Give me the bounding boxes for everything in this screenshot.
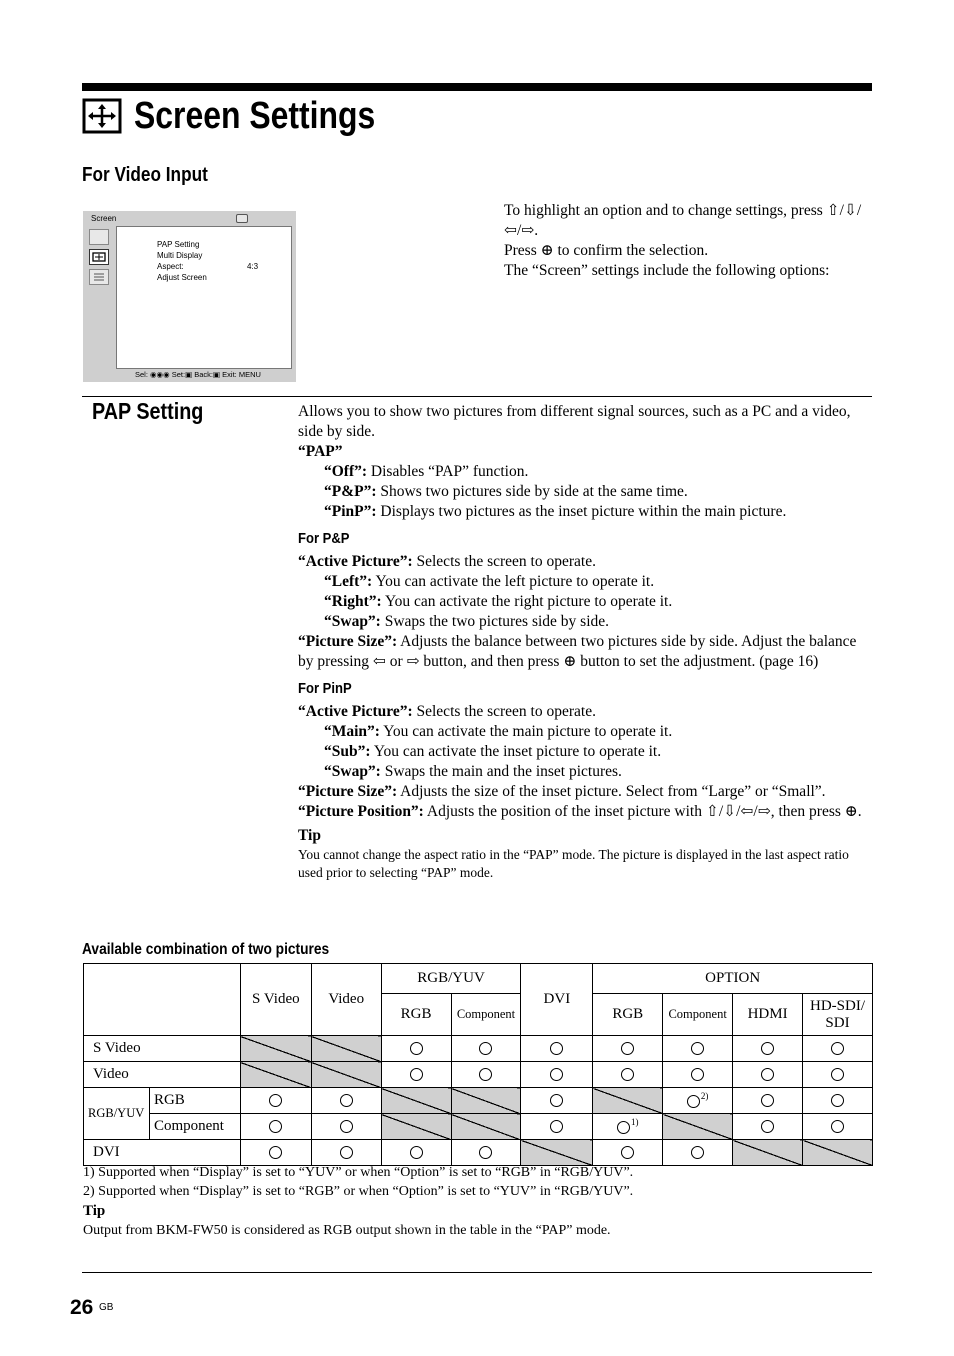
pp-option: “Right”: You can activate the right picture to operate it. <box>324 593 673 610</box>
row-header: Video <box>84 1062 241 1088</box>
menu-input-icon <box>89 229 109 245</box>
pap-tip-title: Tip <box>298 827 321 844</box>
col-header: Component <box>663 994 733 1036</box>
menu-list-icon <box>89 269 109 285</box>
supported-mark <box>761 1068 774 1081</box>
pp-option: “Swap”: Swaps the two pictures side by side. <box>324 613 610 630</box>
menu-item: Aspect: <box>157 262 184 271</box>
supported-mark <box>550 1120 563 1133</box>
supported-mark <box>410 1042 423 1055</box>
tip-text: Output from BKM-FW50 is considered as RGB output shown in the table in the “PAP” mode. <box>83 1223 611 1238</box>
supported-mark <box>617 1121 630 1134</box>
supported-mark <box>479 1146 492 1159</box>
na-cell <box>663 1114 733 1140</box>
intro-line: Press ⊕ to confirm the selection. <box>504 242 709 259</box>
footnote-ref: 1) <box>630 1117 639 1127</box>
pinp-position: “Picture Position”: Adjusts the position of the inset picture with ⇧/⇩/⇦/⇨, then press ⊕. <box>298 803 862 820</box>
for-pinp-heading: For PinP <box>298 681 352 697</box>
screen-settings-icon <box>82 98 122 134</box>
col-header: HD-SDI/ SDI <box>803 994 873 1036</box>
na-cell <box>381 1114 451 1140</box>
supported-mark <box>550 1042 563 1055</box>
supported-mark <box>410 1146 423 1159</box>
supported-mark <box>831 1094 844 1107</box>
na-cell <box>240 1062 311 1088</box>
footnote: 1) Supported when “Display” is set to “YUV” or when “Option” is set to “RGB” in “RGB/YUV”. <box>83 1165 634 1180</box>
pap-label: “PAP” <box>298 443 343 460</box>
footer-rule <box>82 1272 872 1273</box>
na-cell <box>381 1088 451 1114</box>
pp-option: “Left”: You can activate the left picture to operate it. <box>324 573 655 590</box>
supported-mark <box>621 1042 634 1055</box>
row-header: RGB/YUV <box>84 1088 150 1140</box>
table-corner <box>84 964 241 1036</box>
supported-mark <box>831 1120 844 1133</box>
supported-mark <box>340 1120 353 1133</box>
col-header: Component <box>451 994 521 1036</box>
supported-mark <box>761 1120 774 1133</box>
footnote-ref: 2) <box>700 1091 709 1101</box>
supported-mark <box>691 1068 704 1081</box>
menu-panel <box>116 226 292 369</box>
footnote: 2) Supported when “Display” is set to “RGB” or when “Option” is set to “YUV” in “RGB/YUV”. <box>83 1184 634 1199</box>
col-header: RGB/YUV <box>381 964 521 994</box>
na-cell <box>593 1088 663 1114</box>
page-suffix: GB <box>99 1302 114 1313</box>
supported-mark <box>621 1068 634 1081</box>
na-cell <box>733 1140 803 1166</box>
supported-mark <box>269 1120 282 1133</box>
supported-mark <box>269 1094 282 1107</box>
supported-mark <box>550 1094 563 1107</box>
intro-text <box>504 201 874 281</box>
supported-mark <box>831 1068 844 1081</box>
col-header: Video <box>311 964 381 1036</box>
pinp-option: “Main”: You can activate the main picture to operate it. <box>324 723 673 740</box>
supported-mark <box>621 1146 634 1159</box>
row-header: S Video <box>84 1036 241 1062</box>
pap-body <box>298 402 874 882</box>
na-cell <box>311 1062 381 1088</box>
pinp-active: “Active Picture”: Selects the screen to operate. <box>298 703 596 720</box>
pp-size: “Picture Size”: Adjusts the balance between two pictures side by side. Adjust the balance by pressing ⇦ or ⇨ button, and then press ⊕ button to set the adjustment. (page 16) <box>298 633 857 670</box>
row-header: RGB <box>149 1088 240 1114</box>
col-header: S Video <box>240 964 311 1036</box>
table-row <box>84 1062 873 1088</box>
na-cell <box>240 1036 311 1062</box>
menu-title: Screen <box>91 214 117 223</box>
na-cell <box>521 1140 593 1166</box>
supported-mark <box>479 1068 492 1081</box>
na-cell <box>451 1088 521 1114</box>
pap-option: “P&P”: Shows two pictures side by side at the same time. <box>324 483 688 500</box>
pap-option: “PinP”: Displays two pictures as the inset picture within the main picture. <box>324 503 787 520</box>
menu-screen-icon <box>89 249 109 265</box>
pap-heading: PAP Setting <box>92 398 204 424</box>
supported-mark <box>761 1042 774 1055</box>
supported-mark <box>687 1095 700 1108</box>
col-header: RGB <box>593 994 663 1036</box>
menu-aspect-value: 4:3 <box>247 262 259 271</box>
section-heading: For Video Input <box>82 164 208 186</box>
na-cell <box>311 1036 381 1062</box>
supported-mark <box>691 1042 704 1055</box>
supported-mark <box>761 1094 774 1107</box>
menu-screenshot <box>83 211 296 382</box>
section-divider <box>82 396 872 397</box>
page-title-text: Screen Settings <box>134 94 376 137</box>
table-row <box>84 1140 873 1166</box>
col-header: DVI <box>521 964 593 1036</box>
na-cell <box>803 1140 873 1166</box>
col-header: OPTION <box>593 964 873 994</box>
pap-tip-text: You cannot change the aspect ratio in the “PAP” mode. The picture is displayed in the last aspect ratio used prior to selecting “PAP” mode. <box>298 847 849 880</box>
page-number: 26 <box>70 1296 94 1319</box>
supported-mark <box>550 1068 563 1081</box>
table-row <box>84 1088 873 1114</box>
table-heading: Available combination of two pictures <box>82 941 330 958</box>
na-cell <box>451 1114 521 1140</box>
menu-item: Adjust Screen <box>157 273 207 282</box>
supported-mark <box>340 1094 353 1107</box>
title-rule <box>82 83 872 91</box>
tip-title: Tip <box>83 1203 106 1219</box>
menu-back-icon <box>236 214 248 223</box>
col-header: RGB <box>381 994 451 1036</box>
supported-mark <box>269 1146 282 1159</box>
row-header: Component <box>149 1114 240 1140</box>
menu-footer: Sel: ◉◉◉ Set:▣ Back:▣ Exit: MENU <box>135 370 261 379</box>
table-row <box>84 1036 873 1062</box>
supported-mark <box>831 1042 844 1055</box>
pinp-option: “Swap”: Swaps the main and the inset pictures. <box>324 763 622 780</box>
pinp-size: “Picture Size”: Adjusts the size of the inset picture. Select from “Large” or “Small”. <box>298 783 826 800</box>
menu-item: Multi Display <box>157 251 203 260</box>
supported-mark <box>410 1068 423 1081</box>
intro-line: The “Screen” settings include the following options: <box>504 262 830 279</box>
supported-mark <box>691 1146 704 1159</box>
supported-mark <box>479 1042 492 1055</box>
pap-description: Allows you to show two pictures from different signal sources, such as a PC and a video, side by side. <box>298 403 851 440</box>
intro-line: To highlight an option and to change settings, press ⇧/⇩/⇦/⇨. <box>504 202 862 239</box>
col-header: HDMI <box>733 994 803 1036</box>
table-notes <box>83 1163 873 1240</box>
combination-table <box>83 963 873 1166</box>
supported-mark <box>340 1146 353 1159</box>
for-pp-heading: For P&P <box>298 531 350 547</box>
pp-active: “Active Picture”: Selects the screen to operate. <box>298 553 596 570</box>
menu-item: PAP Setting <box>157 240 200 249</box>
row-header: DVI <box>84 1140 241 1166</box>
pap-option: “Off”: Disables “PAP” function. <box>324 463 529 480</box>
pinp-option: “Sub”: You can activate the inset picture to operate it. <box>324 743 662 760</box>
page-title <box>82 94 421 138</box>
table-row <box>84 1114 873 1140</box>
